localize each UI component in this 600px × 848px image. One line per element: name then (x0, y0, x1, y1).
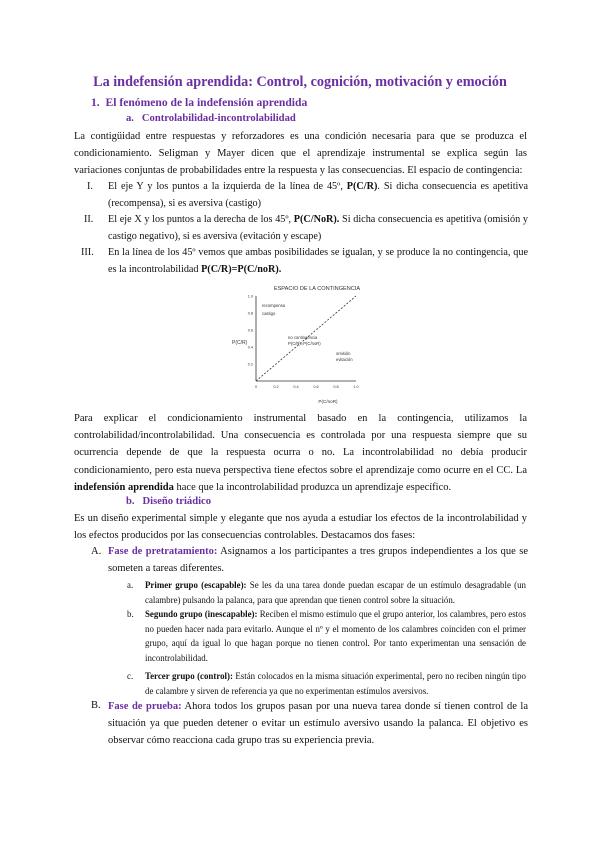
subsection-title: Controlabilidad-incontrolabilidad (141, 113, 296, 124)
page-title: La indefensión aprendida: Control, cognición, motivación y emoción (93, 74, 507, 90)
subsection-heading-b (126, 496, 211, 507)
subsection-title: Diseño triádico (142, 496, 212, 507)
roman-item-2: El eje X y los puntos a la derecha de los 45º, P(C/NoR). Si dicha consecuencia es apetitiva (omisión y castigo negativo), si es aversiva (evitación y escape) (108, 214, 528, 242)
group-letter: c. (127, 671, 134, 681)
group-letter: b. (127, 609, 134, 619)
chart-x-tick-label: 0.6 (313, 385, 319, 389)
group-inescapable: Segundo grupo (inescapable): Reciben el mismo estímulo que el grupo anterior, los calambres, pero estos no pueden hacer nada para evitarlo. Aunque el nº y el momento de los calambres coinciden con el primer grupo, aquí da igual lo que hagan porque no tienen control. Por tanto experimentan una sensación de incontrolabilidad. (145, 609, 527, 663)
group-letter: a. (127, 580, 134, 590)
chart-ylabel: P(C/R) (232, 340, 248, 346)
roman-number: II. (84, 214, 94, 225)
paragraph-triadic-design: Es un diseño experimental simple y elegante que nos ayuda a estudiar los efectos de la incontrolabilidad y los efectos producidos por las consecuencias controlables. Destacamos dos fases: (74, 513, 527, 541)
paragraph-contiguity: La contigüidad entre respuestas y reforzadores es una condición necesaria para que se produzca el condicionamiento. Seligman y Mayer dicen que el aprendizaje instrumental se explica según las variaciones conjuntas de probabilidades entre la respuesta y las consecuencias. El espacio de contingencia: (74, 131, 527, 176)
section-heading (91, 96, 307, 109)
phase-a: Fase de pretratamiento: Asignamos a los participantes a tres grupos independientes a los que se someten a tareas diferentes. (108, 546, 528, 574)
roman-item-1: El eje Y y los puntos a la izquierda de la línea de 45º, P(C/R). Si dicha consecuencia es apetitiva (recompensa), si es aversiva (castigo) (108, 181, 528, 209)
phase-letter: A. (91, 546, 102, 557)
chart-title: ESPACIO DE LA CONTINGENCIA (273, 286, 361, 292)
chart-y-tick-label: 1.0 (247, 294, 253, 299)
roman-number: III. (81, 247, 94, 258)
subsection-letter: a. (126, 113, 134, 124)
contingency-chart (228, 282, 388, 410)
chart-annotation-right: omisión evitación (336, 351, 353, 362)
phase-letter: B. (91, 700, 101, 711)
section-title: El fenómeno de la indefensión aprendida (105, 96, 308, 109)
chart-x-tick-label: 1.0 (353, 385, 359, 389)
chart-xlabel: P(C/noR) (318, 399, 338, 404)
chart-y-tick-label: 0.4 (247, 345, 253, 350)
subsection-heading-a (126, 113, 296, 124)
phase-b: Fase de prueba: Ahora todos los grupos pasan por una nueva tarea donde sí tienen control de la situación ya que pueden detener o evitar un estímulo aversivo usando la palanca. El objetivo es observar cómo reacciona cada grupo tras su experiencia previa. (108, 701, 528, 746)
chart-y-tick-label: 0.2 (247, 362, 253, 367)
subsection-letter: b. (126, 496, 135, 507)
chart-annotation-middle: no contingencia P(C/R)=P(C/noR) (288, 335, 321, 346)
roman-number: I. (87, 181, 93, 192)
paragraph-controllability: Para explicar el condicionamiento instrumental basado en la contingencia, utilizamos la controlabilidad/incontrolabilidad. Una consecuencia es controlada por una respuesta siempre que su ocurrencia depende de que la respuesta ocurra o no. La incontrolabilidad no debía producir condicionamiento, pero esta nueva perspectiva tiene efectos sobre el aprendizaje como ocurre en el CC. La indefensión aprendida hace que la incontrolabilidad produzca un aprendizaje específico. (74, 413, 527, 493)
chart-y-tick-label: 0.6 (247, 328, 253, 333)
chart-y-tick-label: 0.8 (247, 311, 253, 316)
chart-annotation-top: recompensa castigo (262, 303, 286, 316)
section-number: 1. (91, 96, 100, 109)
roman-item-3: En la línea de los 45º vemos que ambas posibilidades se igualan, y se produce la no contingencia, que es la incontrolabilidad P(C/R)=P(C/noR). (108, 247, 528, 275)
group-control: Tercer grupo (control): Están colocados en la misma situación experimental, pero no reciben ningún tipo de calambre y sirven de referencia ya que no experimentan estímulos aversivos. (145, 671, 526, 696)
chart-x-tick-label: 0.8 (333, 385, 339, 389)
chart-x-tick-label: 0 (254, 385, 258, 389)
group-escapable: Primer grupo (escapable): Se les da una tarea donde puedan escapar de un estímulo desagradable (un calambre) pulsando la palanca, para que aprendan que tienen control sobre la situación. (145, 580, 526, 605)
contingency-chart-svg (228, 282, 388, 410)
chart-x-tick-label: 0.2 (273, 385, 279, 389)
chart-x-tick-label: 0.4 (293, 385, 299, 389)
